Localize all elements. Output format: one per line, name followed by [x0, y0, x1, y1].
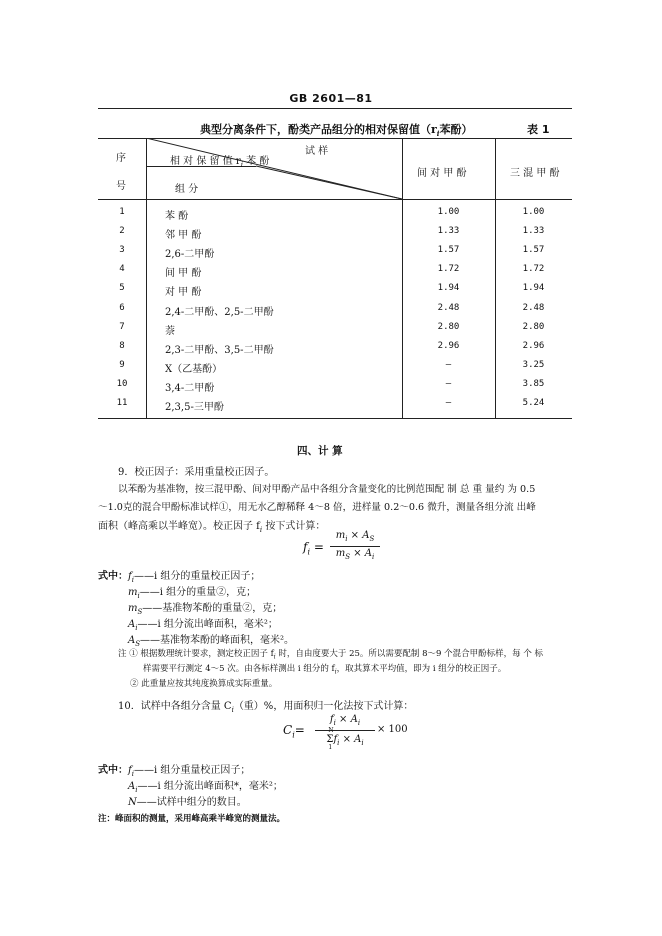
- tri-cresol-value: 3.85: [522, 379, 545, 389]
- definition-line: [128, 631, 294, 648]
- seq-head-bottom: 号: [116, 181, 126, 192]
- definition-text: ——基准物苯酚的重量②，克；: [142, 603, 283, 614]
- definition-line: [128, 567, 260, 584]
- item9-para-line2: ～1.0克的混合甲酚标准试样①，用无水乙醇稀释 4～8 倍，进样量 0.2～0.6 微升，测量各组分流 出峰: [98, 502, 536, 513]
- item10-where: 式中：: [98, 765, 128, 776]
- definition-line: [128, 599, 282, 616]
- definition-text: ——i 组分流出峰面积，毫米²；: [137, 619, 278, 630]
- formula1-fraction-bar: [330, 546, 380, 547]
- meta-para-value: 2.96: [437, 341, 460, 351]
- item9-where: 式中：: [98, 571, 128, 582]
- definition-text: ——i 组分的重量校正因子；: [133, 571, 261, 582]
- component-name: 间 甲 酚: [165, 268, 202, 279]
- formula2-denominator: N Σ 1 $f_i \times A_i$: [326, 727, 364, 751]
- symbol-subscript: i: [131, 576, 134, 584]
- row-number: 7: [119, 322, 125, 332]
- formula1-denominator: $m_S \times A_i$: [335, 548, 375, 561]
- definition-text: ——i 组分的重量②，克；: [139, 587, 257, 598]
- component-name: 2,4-二甲酚、2,5-二甲酚: [165, 307, 274, 318]
- symbol-subscript: S: [137, 608, 143, 616]
- standard-number: GB 2601—81: [289, 92, 373, 105]
- row-number: 11: [116, 398, 128, 408]
- row-number: 8: [119, 341, 125, 351]
- meta-para-value: —: [445, 398, 452, 408]
- meta-para-value: 1.00: [437, 207, 460, 217]
- diag-comp-label: 组 分: [175, 184, 199, 195]
- definition-line: [128, 583, 256, 600]
- symbol-subscript: S: [135, 640, 141, 648]
- table-label: 表 1: [527, 123, 550, 136]
- formula1-numerator: $m_i \times A_S$: [335, 530, 375, 543]
- tri-cresol-value: 1.94: [522, 283, 545, 293]
- component-name: 2,3-二甲酚、3,5-二甲酚: [165, 345, 274, 356]
- row-number: 1: [119, 207, 125, 217]
- tri-cresol-value: 2.80: [522, 322, 545, 332]
- definition-line: [128, 793, 247, 810]
- definition-text: ——i 组分流出峰面积*，毫米²；: [137, 781, 283, 792]
- diag-rel-label: 相 对 保 留 值 $r_i$ 苯 酚: [170, 156, 270, 169]
- item9-note2: ② 此重量应按其纯度换算成实际重量。: [130, 679, 278, 689]
- item9-note1-line1: 注 ① 根据数理统计要求，测定校正因子 $f_i$ 时，自由度要大于 25。所以需要配制 8～9 个混合甲酚标样，每 个 标: [118, 649, 544, 661]
- item9-para-line1: 以苯酚为基准物，按三混甲酚、间对甲酚产品中各组分含量变化的比例范围配 制 总 重 量约 为 0.5: [118, 484, 536, 495]
- col-head-tri-cresol: 三 混 甲 酚: [510, 168, 560, 179]
- definition-line: [128, 761, 250, 778]
- tri-cresol-value: 1.72: [522, 264, 545, 274]
- component-name: 对 甲 酚: [165, 287, 202, 298]
- formula2-numerator: $f_i \times A_i$: [329, 714, 361, 727]
- row-number: 4: [119, 264, 125, 274]
- seq-head-top: 序: [116, 153, 126, 164]
- symbol-subscript: i: [137, 592, 140, 600]
- section-title: 四、计 算: [297, 445, 343, 457]
- formula2-multiplier: × 100: [377, 724, 408, 735]
- table-bottom-rule: [98, 418, 572, 419]
- component-name: 2,6-二甲酚: [165, 249, 215, 260]
- table-vline-3: [495, 138, 496, 418]
- meta-para-value: 2.48: [437, 303, 460, 313]
- diag-sample-label: 试 样: [305, 146, 329, 157]
- meta-para-value: —: [445, 379, 452, 389]
- meta-para-value: 2.80: [437, 322, 460, 332]
- formula2-lhs: $C_i=$: [283, 723, 305, 740]
- symbol: A: [128, 781, 136, 792]
- symbol-subscript: i: [131, 770, 134, 778]
- symbol: A: [128, 635, 136, 646]
- diagonal-line-2: [256, 166, 402, 199]
- tri-cresol-value: 1.00: [522, 207, 545, 217]
- item10-heading: 10．试样中各组分含量 $C_i$（重）%，用面积归一化法按下式计算：: [118, 701, 414, 714]
- definition-line: [128, 615, 278, 632]
- formula1-lhs: $f_i$ =: [303, 540, 324, 557]
- table-title: 典型分离条件下，酚类产品组分的相对保留值（$r_i$苯酚）: [200, 123, 473, 139]
- meta-para-value: —: [445, 360, 452, 370]
- item9-heading: 9．校正因子：采用重量校正因子。: [118, 467, 275, 478]
- component-name: 2,3,5-三甲酚: [165, 402, 224, 413]
- tri-cresol-value: 1.33: [522, 226, 545, 236]
- symbol: N: [128, 797, 137, 808]
- meta-para-value: 1.72: [437, 264, 460, 274]
- tri-cresol-value: 2.96: [522, 341, 545, 351]
- meta-para-value: 1.94: [437, 283, 460, 293]
- tri-cresol-value: 5.24: [522, 398, 545, 408]
- tri-cresol-value: 1.57: [522, 245, 545, 255]
- col-head-meta-para: 间 对 甲 酚: [417, 168, 467, 179]
- symbol-subscript: i: [135, 786, 138, 794]
- component-name: 苯 酚: [165, 211, 189, 222]
- tri-cresol-value: 3.25: [522, 360, 545, 370]
- symbol: f: [128, 765, 132, 776]
- table-vline-2: [402, 138, 403, 418]
- table-head-rule: [98, 199, 572, 200]
- component-name: X（乙基酚）: [165, 364, 223, 375]
- row-number: 2: [119, 226, 125, 236]
- symbol: f: [128, 571, 132, 582]
- component-name: 萘: [165, 326, 175, 337]
- symbol: A: [128, 619, 136, 630]
- row-number: 9: [119, 360, 125, 370]
- row-number: 6: [119, 303, 125, 313]
- definition-text: ——i 组分重量校正因子；: [133, 765, 251, 776]
- symbol: m: [128, 587, 138, 598]
- row-number: 3: [119, 245, 125, 255]
- item9-para-line3: 面积（峰高乘以半峰宽）。校正因子 $f_i$ 按下式计算：: [98, 521, 326, 534]
- meta-para-value: 1.33: [437, 226, 460, 236]
- formula2-fraction-bar: [315, 730, 375, 731]
- symbol-subscript: i: [135, 624, 138, 632]
- component-name: 3,4-二甲酚: [165, 383, 215, 394]
- header-rule: [98, 108, 572, 109]
- definition-text: ——试样中组分的数目。: [136, 797, 247, 808]
- definition-line: [128, 777, 283, 794]
- item9-note1-line2: 样需要平行测定 4～5 次。由各标样测出 i 组分的 $f_i$，取其算术平均值，即为 i 组分的校正因子。: [143, 664, 507, 676]
- row-number: 10: [116, 379, 128, 389]
- item10-note: 注：峰面积的测量，采用峰高乘半峰宽的测量法。: [98, 814, 286, 824]
- tri-cresol-value: 2.48: [522, 303, 545, 313]
- definition-text: ——基准物苯酚的峰面积，毫米²。: [140, 635, 295, 646]
- component-name: 邻 甲 酚: [165, 230, 202, 241]
- row-number: 5: [119, 283, 125, 293]
- symbol: m: [128, 603, 138, 614]
- meta-para-value: 1.57: [437, 245, 460, 255]
